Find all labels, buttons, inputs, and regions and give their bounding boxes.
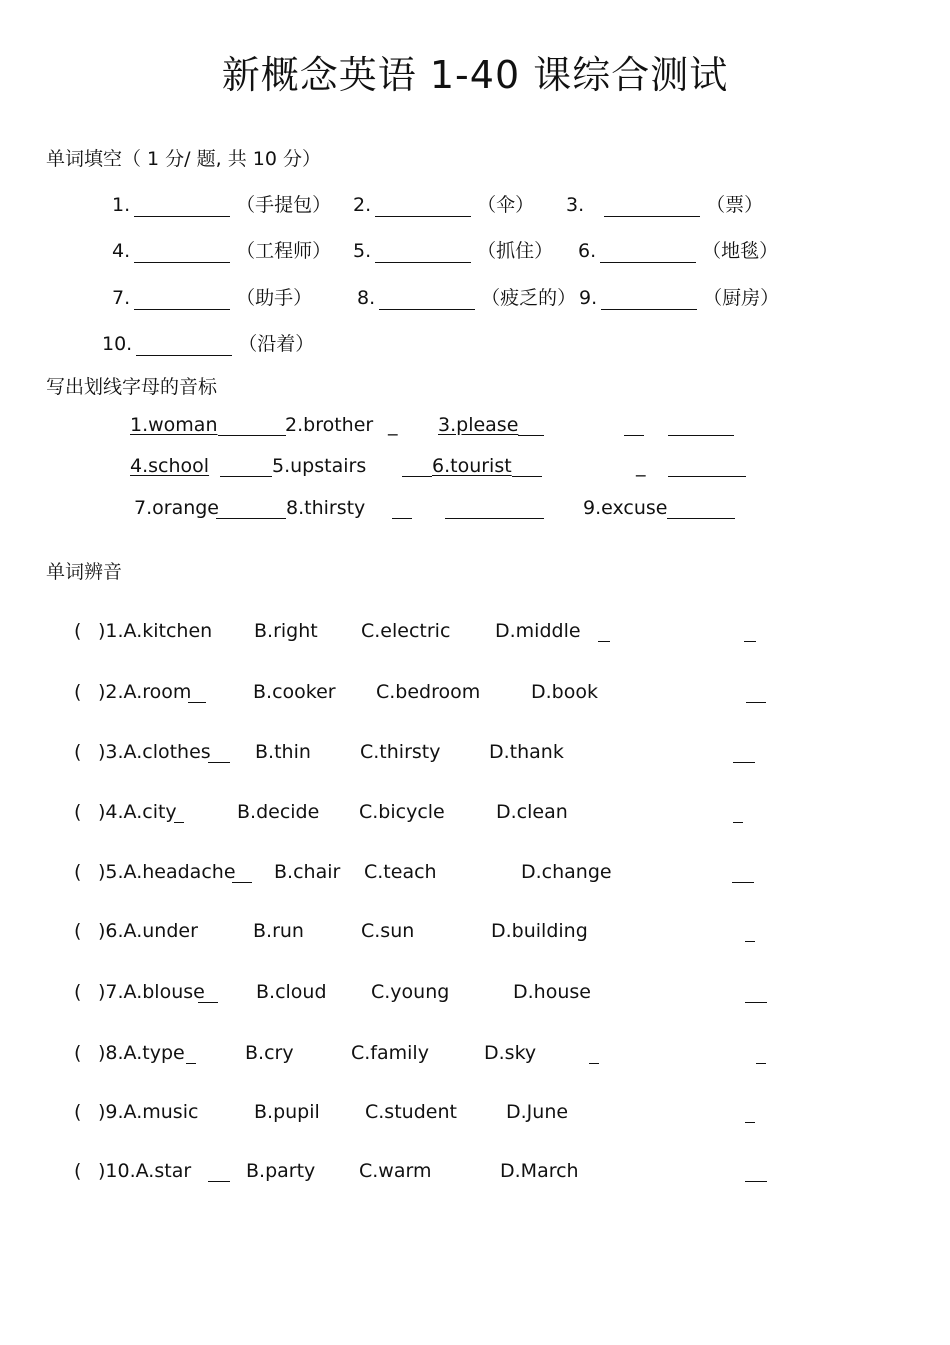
question-option-d: D.middle: [495, 620, 581, 642]
answer-blank[interactable]: [604, 196, 700, 217]
question-option-c: C.family: [351, 1042, 429, 1064]
answer-line[interactable]: [598, 620, 610, 642]
answer-line[interactable]: [744, 620, 756, 642]
question-option-b: B.cooker: [253, 681, 336, 703]
question-option-c: C.teach: [364, 861, 437, 883]
question-option-d: D.sky: [484, 1042, 537, 1064]
answer-line[interactable]: [624, 414, 644, 436]
vocab-item: 6. （地毯）: [578, 240, 779, 262]
answer-line[interactable]: [218, 417, 286, 436]
question-option-b: B.chair: [274, 861, 341, 883]
question-option-a: )7.A.blouse: [98, 981, 205, 1003]
answer-line[interactable]: [186, 1042, 196, 1064]
vocab-item: 7. （助手）: [112, 287, 313, 309]
phonetic-word: 6.tourist: [432, 455, 542, 477]
phonetic-word: 8.thirsty: [286, 497, 366, 519]
answer-line[interactable]: [745, 1101, 755, 1123]
answer-paren[interactable]: (: [74, 981, 82, 1003]
answer-line[interactable]: [668, 414, 734, 436]
answer-paren[interactable]: (: [74, 620, 82, 642]
answer-line[interactable]: [732, 861, 754, 883]
phonetic-word: 5.upstairs: [272, 455, 367, 477]
question-option-d: D.house: [513, 981, 591, 1003]
answer-blank[interactable]: [136, 335, 232, 356]
answer-blank[interactable]: [375, 242, 471, 263]
vocab-item: 9. （厨房）: [579, 287, 780, 309]
answer-blank[interactable]: [600, 242, 696, 263]
answer-line[interactable]: _: [388, 414, 398, 436]
phonetic-word: 2.brother: [285, 414, 374, 436]
answer-line[interactable]: [745, 981, 767, 1003]
answer-paren[interactable]: (: [74, 1160, 82, 1182]
question-option-a: )2.A.room: [98, 681, 192, 703]
vocab-item: 3. （票）: [566, 194, 764, 216]
question-option-c: C.electric: [361, 620, 451, 642]
question-option-c: C.bicycle: [359, 801, 445, 823]
answer-line[interactable]: [402, 455, 432, 477]
answer-line[interactable]: [208, 1160, 230, 1182]
question-option-b: B.party: [246, 1160, 316, 1182]
question-option-a: )8.A.type: [98, 1042, 185, 1064]
question-option-b: B.cry: [245, 1042, 294, 1064]
question-option-a: )9.A.music: [98, 1101, 199, 1123]
answer-paren[interactable]: (: [74, 741, 82, 763]
phonetic-word: 7.orange: [134, 497, 219, 519]
question-option-d: D.thank: [489, 741, 564, 763]
vocab-item: 8. （疲乏的）: [357, 287, 577, 309]
question-option-a: )6.A.under: [98, 920, 198, 942]
section-heading-pronunciation: 单词辨音: [46, 561, 123, 583]
answer-paren[interactable]: (: [74, 1101, 82, 1123]
answer-line[interactable]: [198, 981, 218, 1003]
question-option-c: C.young: [371, 981, 450, 1003]
answer-line[interactable]: [232, 861, 252, 883]
vocab-item: 1. （手提包）: [112, 194, 332, 216]
question-option-c: C.sun: [361, 920, 415, 942]
phonetic-word: 4.school: [130, 455, 210, 477]
answer-blank[interactable]: [375, 196, 471, 217]
answer-line[interactable]: [445, 497, 544, 519]
question-option-d: D.book: [531, 681, 598, 703]
question-option-d: D.March: [500, 1160, 579, 1182]
answer-paren[interactable]: (: [74, 920, 82, 942]
answer-line[interactable]: [756, 1042, 766, 1064]
answer-paren[interactable]: (: [74, 681, 82, 703]
phonetic-word: 1.woman: [130, 414, 286, 436]
answer-blank[interactable]: [601, 289, 697, 310]
question-option-b: B.thin: [255, 741, 311, 763]
answer-line[interactable]: [392, 497, 412, 519]
answer-blank[interactable]: [379, 289, 475, 310]
answer-line[interactable]: _: [636, 455, 646, 477]
phonetic-word: 3.please: [438, 414, 544, 436]
answer-paren[interactable]: (: [74, 801, 82, 823]
answer-line[interactable]: [745, 920, 755, 942]
answer-line[interactable]: [746, 681, 766, 703]
answer-line[interactable]: [188, 681, 206, 703]
question-option-a: )1.A.kitchen: [98, 620, 213, 642]
answer-line[interactable]: [208, 741, 230, 763]
question-option-c: C.thirsty: [360, 741, 441, 763]
question-option-d: D.change: [521, 861, 612, 883]
question-option-b: B.right: [254, 620, 318, 642]
answer-paren[interactable]: (: [74, 1042, 82, 1064]
question-option-c: C.warm: [359, 1160, 432, 1182]
question-option-b: B.run: [253, 920, 304, 942]
section-heading-phonetics: 写出划线字母的音标: [46, 376, 218, 398]
answer-line[interactable]: [216, 497, 286, 519]
question-option-b: B.pupil: [254, 1101, 320, 1123]
answer-line[interactable]: [220, 455, 272, 477]
question-option-a: )4.A.city: [98, 801, 177, 823]
vocab-item: 5. （抓住）: [353, 240, 554, 262]
answer-line[interactable]: [174, 801, 184, 823]
answer-blank[interactable]: [134, 242, 230, 263]
answer-blank[interactable]: [134, 289, 230, 310]
vocab-item: 10. （沿着）: [102, 333, 315, 355]
question-option-a: )3.A.clothes: [98, 741, 211, 763]
question-option-a: )5.A.headache: [98, 861, 236, 883]
answer-line[interactable]: [589, 1042, 599, 1064]
section-heading-fill-in: 单词填空（ 1 分/ 题, 共 10 分）: [46, 148, 321, 170]
question-option-b: B.cloud: [256, 981, 327, 1003]
question-option-b: B.decide: [237, 801, 320, 823]
vocab-item: 2. （伞）: [353, 194, 535, 216]
answer-line[interactable]: [668, 455, 746, 477]
vocab-item: 4. （工程师）: [112, 240, 332, 262]
question-option-d: D.June: [506, 1101, 569, 1123]
question-option-d: D.clean: [496, 801, 568, 823]
question-option-c: C.student: [365, 1101, 457, 1123]
question-option-c: C.bedroom: [376, 681, 481, 703]
question-option-a: )10.A.star: [98, 1160, 192, 1182]
answer-line[interactable]: [733, 801, 743, 823]
answer-blank[interactable]: [134, 196, 230, 217]
phonetic-word: 9.excuse: [583, 497, 735, 519]
page-title: 新概念英语 1-40 课综合测试: [221, 53, 729, 97]
answer-line[interactable]: [745, 1160, 767, 1182]
answer-line[interactable]: [733, 741, 755, 763]
question-option-d: D.building: [491, 920, 588, 942]
answer-paren[interactable]: (: [74, 861, 82, 883]
